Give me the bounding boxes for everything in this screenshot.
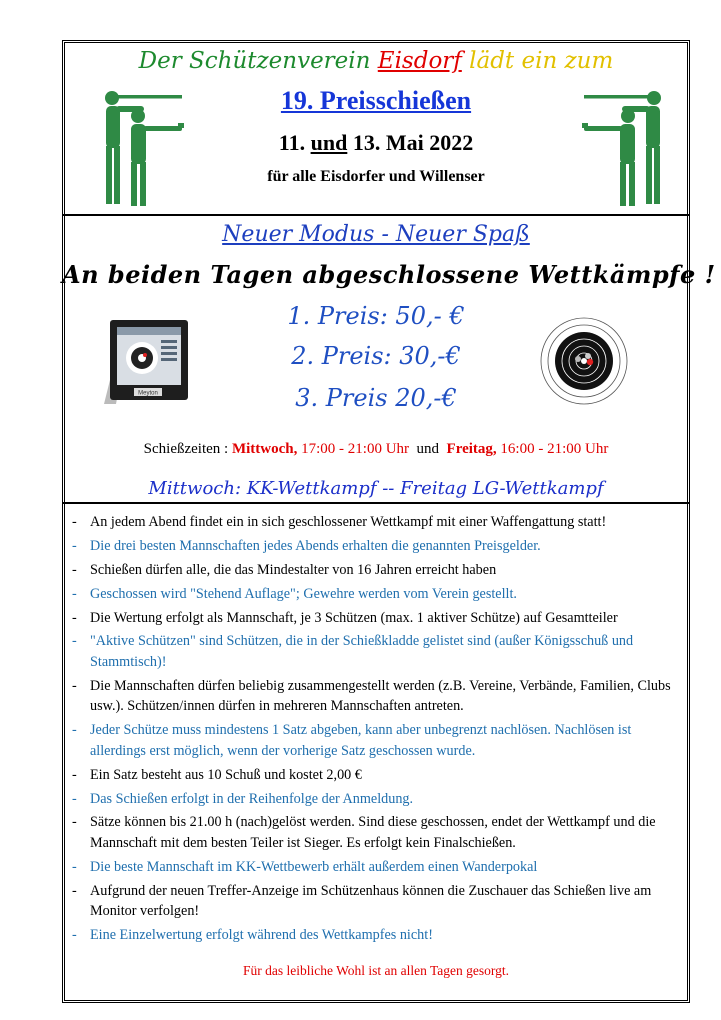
subtitle: An beiden Tagen abgeschlossene Wettkämpfe !	[62, 260, 716, 289]
shooting-target-icon	[538, 315, 630, 407]
rule-item: - Ein Satz besteht aus 10 Schuß und kostet 2,00 €	[72, 766, 362, 783]
rules-list	[72, 512, 688, 949]
shooters-right-icon	[576, 86, 668, 208]
rule-item: - An jedem Abend findet ein in sich geschlossener Wettkampf mit einer Waffengattung statt!	[72, 514, 607, 530]
motto: Neuer Modus - Neuer Spaß	[222, 222, 530, 247]
town-name: Eisdorf	[377, 48, 462, 74]
event-title: 19. Preisschießen	[280, 86, 472, 115]
rule-item: - Aufgrund der neuen Treffer-Anzeige im Schützenhaus können die Zuschauer das Schießen live am Monitor verfolgen!	[72, 882, 652, 920]
rule-item: - Jeder Schütze muss mindestens 1 Satz abgeben, kann aber unbegrenzt nachlösen. Nachlösen ist allerdings erst möglich, wenn der vorherige Satz geschossen wurde.	[72, 722, 632, 759]
audience-line: für alle Eisdorfer und Willenser	[267, 168, 485, 185]
prize-3: 3. Preis 20,-€	[295, 384, 457, 412]
rule-item: - Die drei besten Mannschaften jedes Abends erhalten die genannten Preisgelder.	[72, 537, 541, 554]
section-divider-bottom	[62, 502, 690, 504]
rule-item: - Das Schießen erfolgt in der Reihenfolge der Anmeldung.	[72, 790, 414, 807]
competition-mode: Mittwoch: KK-Wettkampf -- Freitag LG-Wettkampf	[148, 478, 604, 499]
prize-1: 1. Preis: 50,- €	[287, 302, 465, 330]
shooters-left-icon	[98, 86, 190, 208]
shooting-times: Schießzeiten : Mittwoch, 17:00 - 21:00 Uhr und Freitag, 16:00 - 21:00 Uhr	[143, 441, 609, 457]
rule-item: - Sätze können bis 21.00 h (nach)gelöst werden. Sind diese geschossen, endet der Wettkampf und die Mannschaft mit dem besten Teiler ist Sieger. Es erfolgt kein Finalschießen.	[72, 814, 656, 851]
rule-item: - Die beste Mannschaft im KK-Wettbewerb erhält außerdem einen Wanderpokal	[72, 858, 538, 875]
footer-note: Für das leibliche Wohl ist an allen Tagen gesorgt.	[242, 963, 510, 978]
prize-2: 2. Preis: 30,-€	[291, 342, 461, 370]
shooting-monitor-icon	[104, 318, 190, 406]
monitor-brand-label: Meyton	[138, 390, 158, 397]
invitation-line: Der Schützenverein Eisdorf lädt ein zum	[138, 48, 614, 74]
rule-item: - Die Wertung erfolgt als Mannschaft, je 3 Schützen (max. 1 aktiver Schütze) auf Gesamtteiler	[72, 609, 618, 626]
section-divider-top	[62, 214, 690, 216]
rule-item: - Geschossen wird "Stehend Auflage"; Gewehre werden vom Verein gestellt.	[72, 585, 517, 602]
rule-item: - "Aktive Schützen" sind Schützen, die in der Schießkladde gelistet sind (außer Königsschuß und Stammtisch)!	[72, 633, 634, 670]
rule-item: - Eine Einzelwertung erfolgt während des Wettkampfes nicht!	[72, 927, 433, 944]
rule-item: - Die Mannschaften dürfen beliebig zusammengestellt werden (z.B. Vereine, Verbände, Familien, Clubs usw.). Schützen/innen dürfen in mehreren Mannschaften antreten.	[72, 677, 671, 715]
rule-item: - Schießen dürfen alle, die das Mindestalter von 16 Jahren erreicht haben	[72, 561, 497, 578]
event-dates: 11. und 13. Mai 2022	[278, 130, 474, 155]
